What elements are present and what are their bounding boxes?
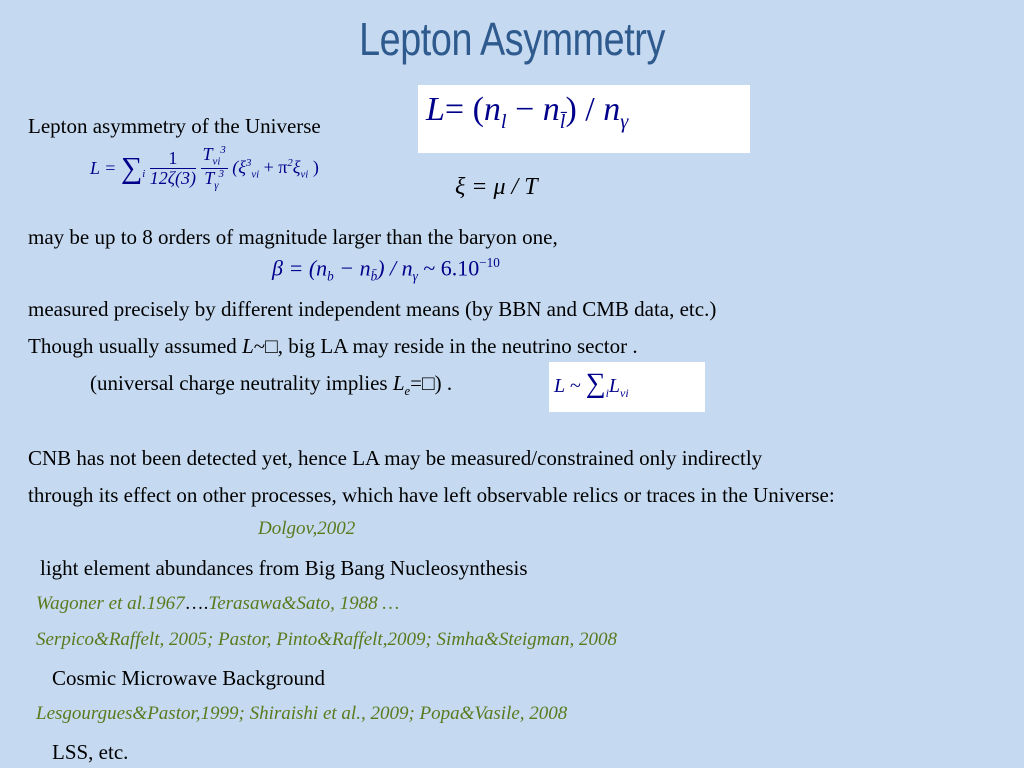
intro-text: Lepton asymmetry of the Universe — [28, 114, 321, 138]
line-measured: measured precisely by different independent means (by BBN and CMB data, etc.) — [28, 297, 717, 321]
item-lss: LSS, etc. — [52, 740, 129, 764]
ref-serpico: Serpico&Raffelt, 2005; Pastor, Pinto&Raffelt,2009; Simha&Steigman, 2008 — [36, 629, 618, 650]
sum-formula: $L = \sum_i$ $\frac{1}{12\zeta(3)}$ $\frac{T_{\nu i}^3}{T_\gamma^3}$ ($\xi^3_{\nu i} + \pi^2\xi_{\nu i}$ ) — [90, 144, 319, 192]
line-may: may be up to 8 orders of magnitude larger than the baryon one, — [28, 225, 558, 249]
xi-definition: ξ = μ / T — [455, 174, 538, 200]
line-universal: (universal charge neutrality implies $L_e=□$) . — [90, 371, 453, 399]
ref-wagoner: Wagoner et al.1967….Terasawa&Sato, 1988 … — [36, 593, 400, 614]
ref-lesgourgues: Lesgourgues&Pastor,1999; Shiraishi et al., 2009; Popa&Vasile, 2008 — [36, 703, 568, 724]
line-cnb: CNB has not been detected yet, hence LA may be measured/constrained only indirectly — [28, 446, 763, 470]
formula-box — [418, 85, 750, 153]
beta-formula: $\beta = (n_b - n_{b̄}) / n_\gamma$ ~ $6.10^{-10}$ — [272, 255, 500, 284]
line-through: through its effect on other processes, which have left observable relics or traces in the Universe: — [28, 483, 835, 507]
line-though: Though usually assumed L~□, big LA may reside in the neutrino sector . — [28, 334, 638, 358]
neutrino-sum-formula: L ~ $\sum_iL_{\nu i}$ — [554, 368, 629, 400]
neutrino-sum-box — [549, 362, 705, 412]
item-cmb: Cosmic Microwave Background — [52, 666, 325, 690]
asymmetry-formula: $L= (n_l - n_{l̄}) / n_\gamma$ — [426, 91, 629, 133]
slide-title: Lepton Asymmetry — [359, 13, 665, 65]
fraction-temperature: $\frac{T_{\nu i}^3}{T_\gamma^3}$ — [202, 144, 226, 192]
ref-dolgov: Dolgov,2002 — [258, 518, 356, 539]
item-bbn: light element abundances from Big Bang Nucleosynthesis — [40, 556, 528, 580]
fraction-one: $\frac{1}{12\zeta(3)}$ — [149, 148, 197, 188]
